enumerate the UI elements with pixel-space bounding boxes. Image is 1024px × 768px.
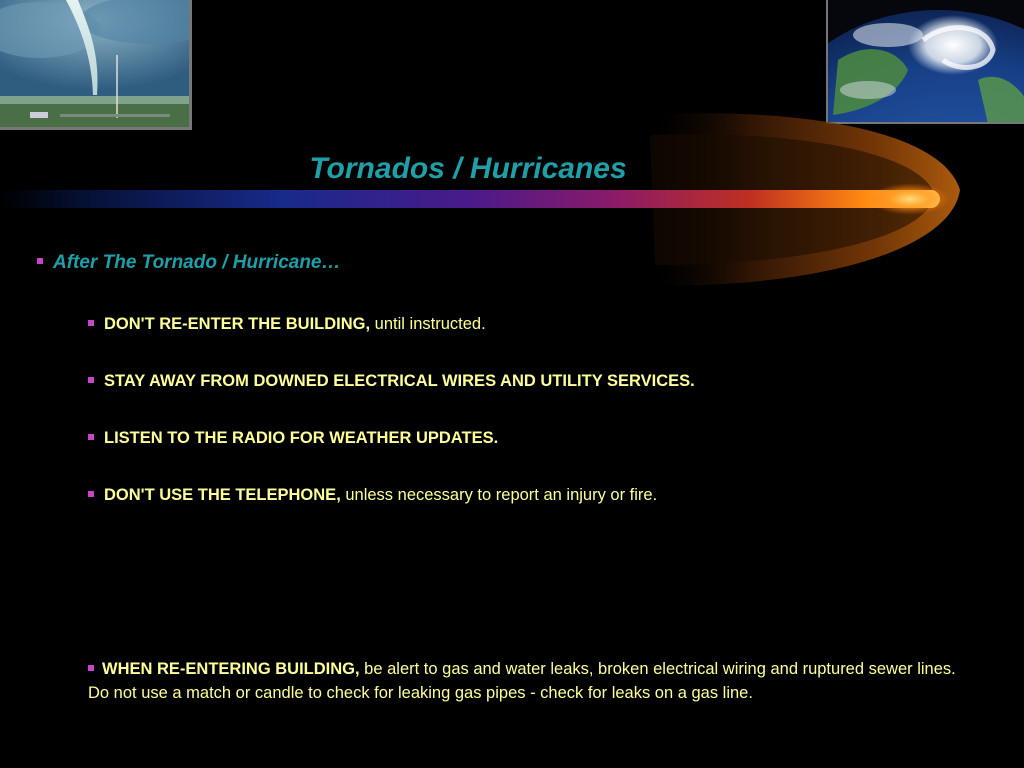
slide-title: Tornados / Hurricanes: [309, 152, 627, 185]
list-item: [88, 429, 498, 448]
bullet-square-icon: [88, 377, 94, 383]
bullet-square-icon: [88, 434, 94, 440]
section-heading: [37, 252, 341, 274]
list-item: [88, 372, 695, 391]
list-item: [88, 657, 968, 705]
list-item-bold: LISTEN TO THE RADIO FOR WEATHER UPDATES.: [104, 429, 499, 447]
list-item-text: be alert to gas and water leaks, broken electrical wiring and ruptured sewer lines. Do not use a match or candle to check for leaking gas pipes - check for leaks on a gas line.: [88, 660, 956, 702]
bullet-square-icon: [88, 491, 94, 497]
list-item-text: unless necessary to report an injury or fire.: [340, 486, 658, 504]
bullet-square-icon: [88, 665, 94, 671]
list-item-bold: DON'T USE THE TELEPHONE,: [104, 486, 341, 504]
list-item-bold: STAY AWAY FROM DOWNED ELECTRICAL WIRES AND UTILITY SERVICES.: [104, 372, 695, 390]
list-item: [88, 315, 486, 334]
list-item: [88, 486, 657, 505]
bullet-square-icon: [37, 258, 43, 264]
section-heading-text: After The Tornado / Hurricane…: [53, 252, 341, 273]
bullet-square-icon: [88, 320, 94, 326]
list-item-text: until instructed.: [370, 315, 486, 333]
list-item-bold: DON'T RE-ENTER THE BUILDING,: [104, 315, 371, 333]
list-item-bold: WHEN RE-ENTERING BUILDING,: [102, 660, 360, 678]
